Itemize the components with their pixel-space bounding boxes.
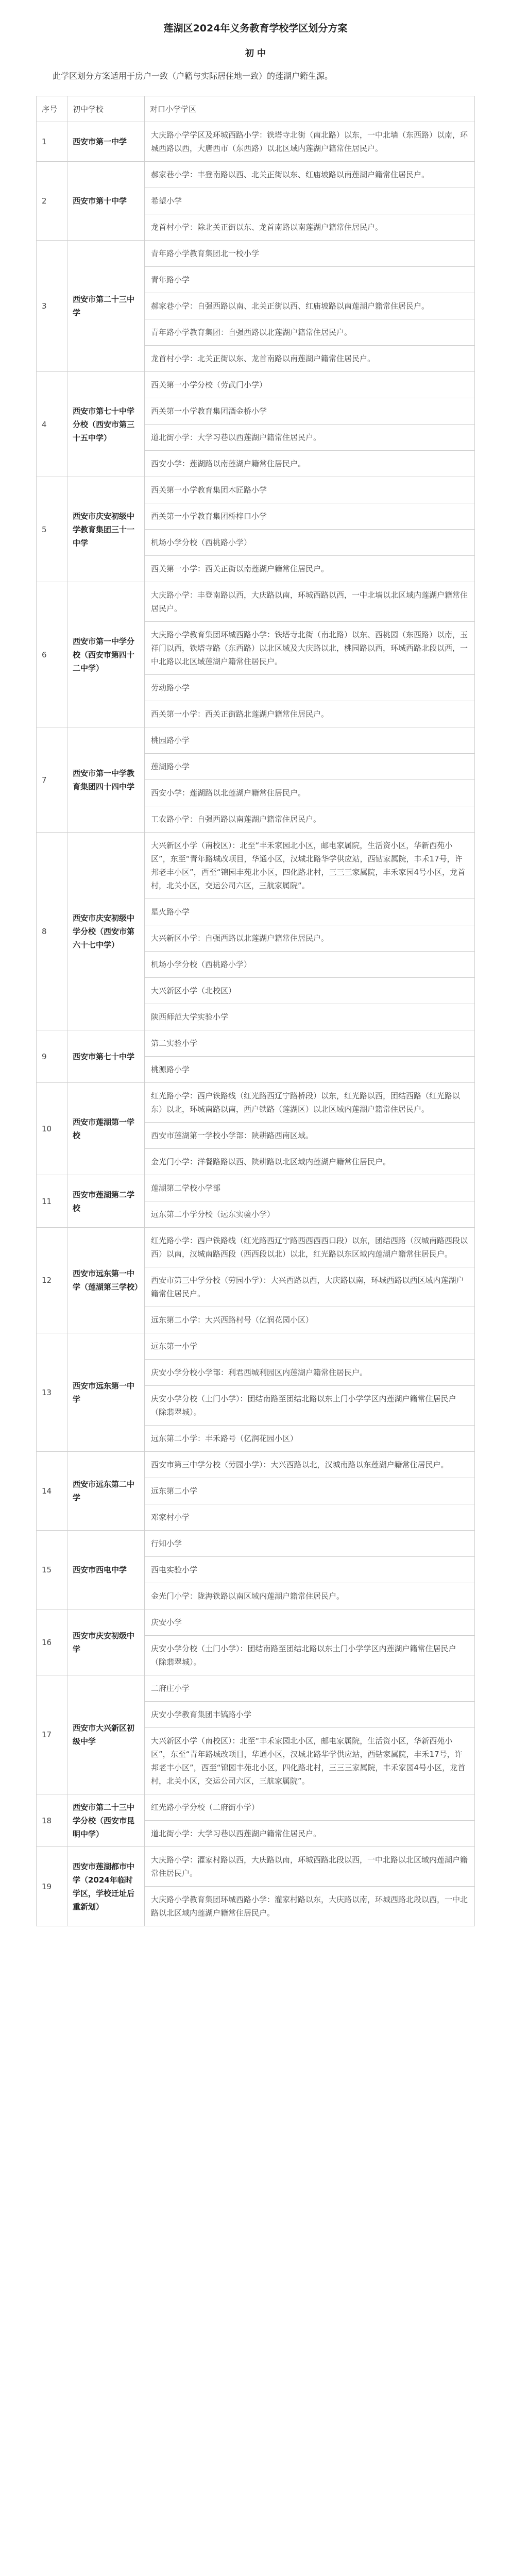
table-row	[37, 1228, 475, 1267]
header-school: 初中学校	[67, 96, 145, 122]
row-index: 3	[37, 241, 67, 372]
primary-school-area: 大庆路小学教育集团环城西路小学：灌家村路以东，大庆路以南，环城西路北段以西，一中北路以北区域内莲湖户籍常住居民户。	[145, 1887, 475, 1926]
row-index: 9	[37, 1030, 67, 1083]
row-index: 8	[37, 833, 67, 1030]
middle-school-name: 西安市庆安初级中学教育集团三十一中学	[67, 477, 145, 582]
row-index: 18	[37, 1794, 67, 1847]
table-row	[37, 1675, 475, 1702]
primary-school-area: 西安市第三中学分校（劳园小学）：大兴西路以北，汉城南路以东莲湖户籍常住居民户。	[145, 1452, 475, 1478]
table-row	[37, 1609, 475, 1636]
primary-school-area: 红光路小学分校（二府街小学）	[145, 1794, 475, 1821]
middle-school-name: 西安市庆安初级中学	[67, 1609, 145, 1675]
primary-school-area: 道北街小学：大学习巷以西莲湖户籍常住居民户。	[145, 1821, 475, 1847]
middle-school-name: 西安市第七十中学	[67, 1030, 145, 1083]
primary-school-area: 桃园路小学	[145, 727, 475, 754]
primary-school-area: 龙首村小学：北关正街以东、龙首南路以南莲湖户籍常住居民户。	[145, 346, 475, 372]
primary-school-area: 大兴新区小学：自强西路以北莲湖户籍常住居民户。	[145, 925, 475, 952]
middle-school-name: 西安市莲湖都市中学（2024年临时学区，学校迁址后重新划）	[67, 1847, 145, 1926]
primary-school-area: 远东第一小学	[145, 1333, 475, 1360]
page-title: 莲湖区2024年义务教育学校学区划分方案	[163, 23, 348, 34]
row-index: 6	[37, 582, 67, 727]
primary-school-area: 劳动路小学	[145, 675, 475, 701]
row-index: 11	[37, 1175, 67, 1228]
primary-school-area: 金光门小学：陇海铁路以南区域内莲湖户籍常住居民户。	[145, 1583, 475, 1609]
primary-school-area: 大庆路小学教育集团环城西路小学：铁塔寺北街（南北路）以东、西桃园（东西路）以南，玉祥门以西，铁塔寺路（东西路）以北区域及大庆路以北，桃园路以西，环城西路北段以西，一中北路以北区域莲湖户籍常住居民户。	[145, 622, 475, 675]
primary-school-area: 第二实验小学	[145, 1030, 475, 1057]
table-body	[37, 122, 475, 1926]
primary-school-area: 大兴新区小学（南校区）：北至“丰禾家园北小区，邮电家属院，生活资小区，华新西苑小区”，东至“青年路城改项目，华通小区，汉城北路华学供应站，西钻家属院，丰禾17号，许邦老丰小区”，西至“锦园丰苑北小区，四化路北村，三三三家属院，丰禾家园4号小区，龙首村，北关小区，交运公司六区，三航家属院”。	[145, 1728, 475, 1794]
table-row	[37, 833, 475, 899]
primary-school-area: 工农路小学：自强西路以南莲湖户籍常住居民户。	[145, 806, 475, 833]
primary-school-area: 西关第一小学：西关正街路北莲湖户籍常住居民户。	[145, 701, 475, 727]
primary-school-area: 西安市第三中学分校（劳园小学）：大兴西路以西，大庆路以南，环城西路以西区域内莲湖户籍常住居民户。	[145, 1267, 475, 1307]
primary-school-area: 庆安小学	[145, 1609, 475, 1636]
row-index: 13	[37, 1333, 67, 1452]
primary-school-area: 青年路小学	[145, 267, 475, 293]
primary-school-area: 机场小学分校（西桃路小学）	[145, 952, 475, 978]
primary-school-area: 郝家巷小学：丰登南路以西、北关正街以东、红庙坡路以南莲湖户籍常住居民户。	[145, 162, 475, 188]
primary-school-area: 西关第一小学：西关正街以南莲湖户籍常住居民户。	[145, 556, 475, 582]
row-index: 17	[37, 1675, 67, 1794]
primary-school-area: 庆安小学教育集团丰镐路小学	[145, 1702, 475, 1728]
table-row	[37, 1847, 475, 1887]
table-row	[37, 1030, 475, 1057]
table-row	[37, 477, 475, 503]
row-index: 2	[37, 162, 67, 241]
row-index: 7	[37, 727, 67, 833]
section-subtitle: 初 中	[245, 48, 266, 59]
primary-school-area: 郝家巷小学：自强西路以南、北关正街以西、红庙坡路以南莲湖户籍常住居民户。	[145, 293, 475, 319]
primary-school-area: 远东第二小学：丰禾路号（亿润花园小区）	[145, 1426, 475, 1452]
row-index: 14	[37, 1452, 67, 1531]
primary-school-area: 莲湖路小学	[145, 754, 475, 780]
primary-school-area: 金光门小学：洋餐路路以西、陕耕路以北区域内莲湖户籍常住居民户。	[145, 1149, 475, 1175]
primary-school-area: 西关第一小学教育集团木匠路小学	[145, 477, 475, 503]
middle-school-name: 西安市第一中学	[67, 122, 145, 162]
district-table	[36, 96, 475, 1926]
primary-school-area: 邓家村小学	[145, 1504, 475, 1531]
primary-school-area: 大兴新区小学（北校区）	[145, 978, 475, 1004]
primary-school-area: 远东第二小学	[145, 1478, 475, 1504]
row-index: 12	[37, 1228, 67, 1333]
primary-school-area: 庆安小学分校（土门小学）：团结南路至团结北路以东土门小学学区内莲湖户籍常住居民户（除翡翠城）。	[145, 1636, 475, 1675]
primary-school-area: 青年路小学教育集团北一校小学	[145, 241, 475, 267]
middle-school-name: 西安市第二十三中学	[67, 241, 145, 372]
middle-school-name: 西安市远东第一中学（莲湖第三学校）	[67, 1228, 145, 1333]
header-index: 序号	[37, 96, 67, 122]
table-row	[37, 122, 475, 162]
middle-school-name: 西安市第十中学	[67, 162, 145, 241]
table-header-row	[37, 96, 475, 122]
table-row	[37, 372, 475, 398]
primary-school-area: 希望小学	[145, 188, 475, 214]
middle-school-name: 西安市西电中学	[67, 1531, 145, 1609]
table-row	[37, 1175, 475, 1201]
row-index: 4	[37, 372, 67, 477]
middle-school-name: 西安市第一中学教育集团四十四中学	[67, 727, 145, 833]
primary-school-area: 远东第二小学分校（远东实验小学）	[145, 1201, 475, 1228]
primary-school-area: 西安市莲湖第一学校小学部：陕耕路西南区域。	[145, 1123, 475, 1149]
primary-school-area: 西安小学：莲湖路以南莲湖户籍常住居民户。	[145, 451, 475, 477]
primary-school-area: 大庆路小学：灌家村路以西，大庆路以南，环城西路北段以西，一中北路以北区域内莲湖户籍常住居民户。	[145, 1847, 475, 1887]
row-index: 19	[37, 1847, 67, 1926]
primary-school-area: 陕西师范大学实验小学	[145, 1004, 475, 1030]
row-index: 15	[37, 1531, 67, 1609]
table-row	[37, 1794, 475, 1821]
primary-school-area: 二府庄小学	[145, 1675, 475, 1702]
primary-school-area: 莲湖第二学校小学部	[145, 1175, 475, 1201]
primary-school-area: 道北街小学：大学习巷以西莲湖户籍常住居民户。	[145, 425, 475, 451]
middle-school-name: 西安市第二十三中学分校（西安市昆明中学）	[67, 1794, 145, 1847]
middle-school-name: 西安市莲湖第一学校	[67, 1083, 145, 1175]
primary-school-area: 机场小学分校（西桃路小学）	[145, 530, 475, 556]
table-row	[37, 582, 475, 622]
row-index: 5	[37, 477, 67, 582]
middle-school-name: 西安市庆安初级中学分校（西安市第六十七中学）	[67, 833, 145, 1030]
primary-school-area: 行知小学	[145, 1531, 475, 1557]
middle-school-name: 西安市远东第二中学	[67, 1452, 145, 1531]
middle-school-name: 西安市远东第一中学	[67, 1333, 145, 1452]
row-index: 10	[37, 1083, 67, 1175]
table-row	[37, 241, 475, 267]
primary-school-area: 大庆路小学：丰登南路以西，大庆路以南，环城西路以西，一中北墙以北区域内莲湖户籍常住居民户。	[145, 582, 475, 622]
primary-school-area: 西关第一小学分校（劳武门小学）	[145, 372, 475, 398]
primary-school-area: 大兴新区小学（南校区）：北至“丰禾家园北小区，邮电家属院，生活资小区，华新西苑小区”，东至“青年路城改项目，华通小区，汉城北路华学供应站，西钻家属院，丰禾17号，许邦老丰小区”，西至“锦园丰苑北小区，四化路北村，三三三家属院，丰禾家园4号小区，龙首村，北关小区，交运公司六区，三航家属院”。	[145, 833, 475, 899]
row-index: 16	[37, 1609, 67, 1675]
primary-school-area: 远东第二小学：大兴西路村号（亿润花园小区）	[145, 1307, 475, 1333]
primary-school-area: 星火路小学	[145, 899, 475, 925]
primary-school-area: 青年路小学教育集团：自强西路以北莲湖户籍常住居民户。	[145, 319, 475, 346]
primary-school-area: 桃源路小学	[145, 1057, 475, 1083]
primary-school-area: 西电实验小学	[145, 1557, 475, 1583]
middle-school-name: 西安市第七十中学分校（西安市第三十五中学）	[67, 372, 145, 477]
primary-school-area: 西关第一小学教育集团桥梓口小学	[145, 503, 475, 530]
middle-school-name: 西安市莲湖第二学校	[67, 1175, 145, 1228]
primary-school-area: 西安小学：莲湖路以北莲湖户籍常住居民户。	[145, 780, 475, 806]
primary-school-area: 红光路小学：西户铁路线（红光路西辽宁路西西西西口段）以东，团结西路（汉城南路西段以西）以南，汉城南路西段（西西段以北）以北，红光路以东区域内莲湖户籍常住居民户。	[145, 1228, 475, 1267]
primary-school-area: 大庆路小学学区及环城西路小学：铁塔寺北街（南北路）以东，一中北墙（东西路）以南，环城西路以西，大唐西市（东西路）以北区域内莲湖户籍常住居民户。	[145, 122, 475, 162]
row-index: 1	[37, 122, 67, 162]
table-row	[37, 1083, 475, 1123]
middle-school-name: 西安市大兴新区初级中学	[67, 1675, 145, 1794]
table-row	[37, 1333, 475, 1360]
table-row	[37, 727, 475, 754]
primary-school-area: 龙首村小学：除北关正街以东、龙首南路以南莲湖户籍常住居民户。	[145, 214, 475, 241]
middle-school-name: 西安市第一中学分校（西安市第四十二中学）	[67, 582, 145, 727]
primary-school-area: 红光路小学：西户铁路线（红光路西辽宁路桥段）以东，红光路以西，团结西路（红光路以东）以北，环城南路以南，西户铁路（莲湖区）以北区域内莲湖户籍常住居民户。	[145, 1083, 475, 1123]
table-row	[37, 1531, 475, 1557]
primary-school-area: 西关第一小学教育集团酒金桥小学	[145, 398, 475, 425]
table-row	[37, 1452, 475, 1478]
intro-paragraph: 此学区划分方案适用于房户一致（户籍与实际居住地一致）的莲湖户籍生源。	[53, 71, 333, 81]
primary-school-area: 庆安小学分校（土门小学）：团结南路至团结北路以东土门小学学区内莲湖户籍常住居民户（除翡翠城）。	[145, 1386, 475, 1426]
table-row	[37, 162, 475, 188]
header-area: 对口小学学区	[145, 96, 475, 122]
primary-school-area: 庆安小学分校小学部：利君西城利园区内莲湖户籍常住居民户。	[145, 1360, 475, 1386]
